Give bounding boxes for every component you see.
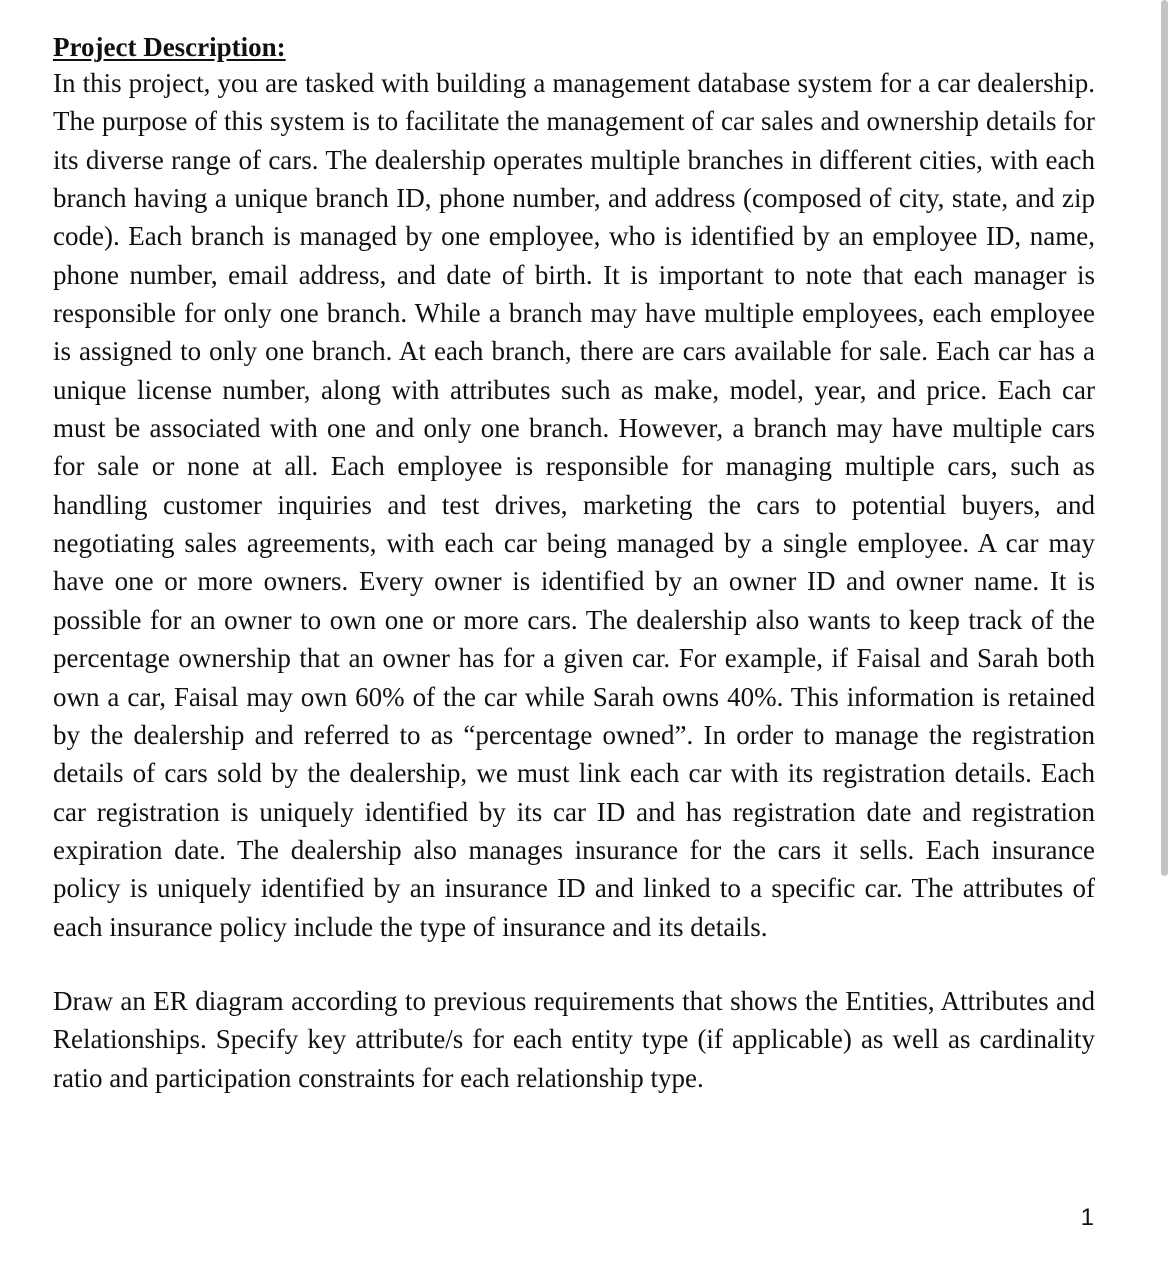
section-heading: Project Description: xyxy=(53,32,286,62)
document-page xyxy=(53,30,1095,1097)
page-number: 1 xyxy=(1080,1204,1094,1231)
task-instructions-paragraph: Draw an ER diagram according to previous requirements that shows the Entities, Attributes and Relationships. Specify key attribute/s for each entity type (if applicable) as well as cardinality ratio and participation constraints for each relationship type. xyxy=(53,985,1095,1093)
project-description-paragraph: In this project, you are tasked with building a management database system for a car dealership. The purpose of this system is to facilitate the management of car sales and ownership details for its diverse range of cars. The dealership operates multiple branches in different cities, with each branch having a unique branch ID, phone number, and address (composed of city, state, and zip code). Each branch is managed by one employee, who is identified by an employee ID, name, phone number, email address, and date of birth. It is important to note that each manager is responsible for only one branch. While a branch may have multiple employees, each employee is assigned to only one branch. At each branch, there are cars available for sale. Each car has a unique license number, along with attributes such as make, model, year, and price. Each car must be associated with one and only one branch. However, a branch may have multiple cars for sale or none at all. Each employee is responsible for managing multiple cars, such as handling customer inquiries and test drives, marketing the cars to potential buyers, and negotiating sales agreements, with each car being managed by a single employee. A car may have one or more owners. Every owner is identified by an owner ID and owner name. It is possible for an owner to own one or more cars. The dealership also wants to keep track of the percentage ownership that an owner has for a given car. For example, if Faisal and Sarah both own a car, Faisal may own 60% of the car while Sarah owns 40%. This information is retained by the dealership and referred to as “percentage owned”. In order to manage the registration details of cars sold by the dealership, we must link each car with its registration details. Each car registration is uniquely identified by its car ID and has registration date and registration expiration date. The dealership also manages insurance for the cars it sells. Each insurance policy is uniquely identified by an insurance ID and linked to a specific car. The attributes of each insurance policy include the type of insurance and its details. xyxy=(53,68,1095,942)
vertical-scrollbar[interactable] xyxy=(1158,0,1170,1278)
scrollbar-thumb[interactable] xyxy=(1161,0,1168,876)
